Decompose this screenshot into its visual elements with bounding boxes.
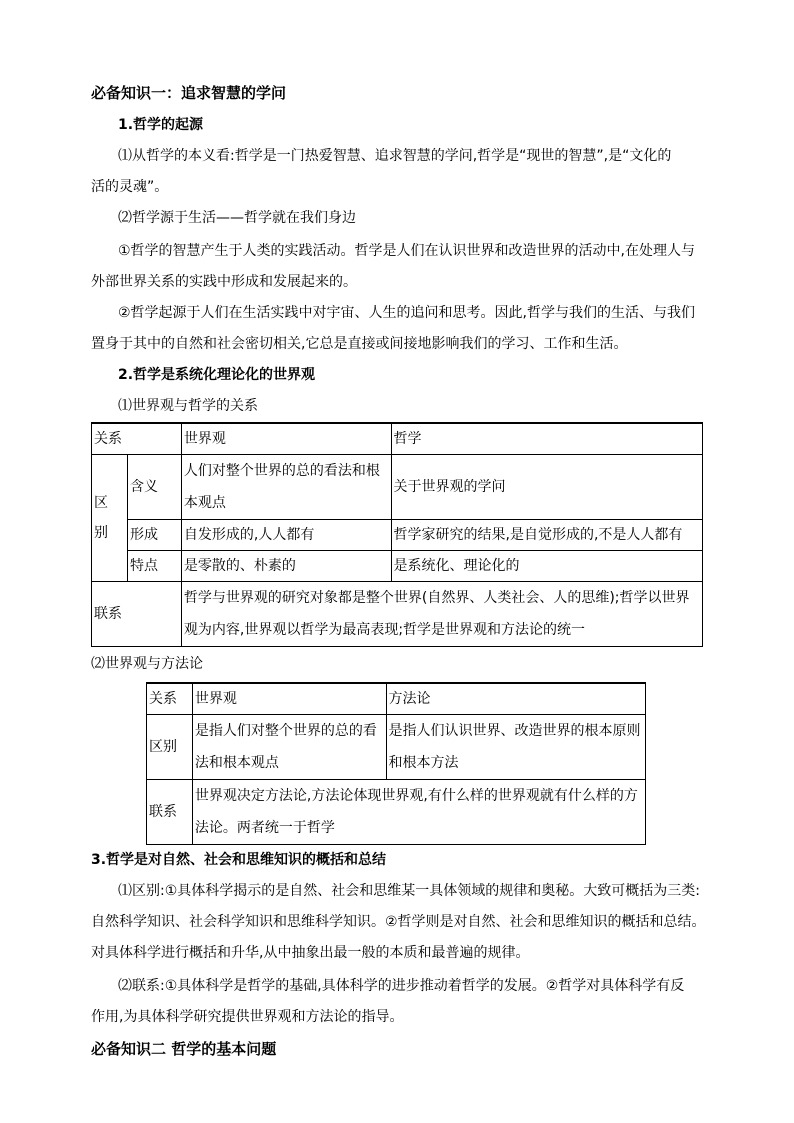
- table1-row-feature-philosophy: 是系统化、理论化的: [391, 551, 702, 582]
- paragraph-3-2a: ⑵联系:①具体科学是哲学的基础,具体科学的进步推动着哲学的发展。②哲学对具体科学有反: [118, 978, 685, 994]
- paragraph-1-4b: 置身于其中的自然和社会密切相关,它总是直接或间接地影响我们的学习、工作和生活。: [91, 336, 628, 352]
- section-1-title: 必备知识一：追求智慧的学问: [91, 84, 287, 102]
- table1-row-formation-worldview: 自发形成的,人人都有: [181, 520, 391, 551]
- worldview-philosophy-table: [91, 422, 703, 647]
- table1-row-formation-philosophy: 哲学家研究的结果,是自觉形成的,不是人人都有: [391, 520, 702, 551]
- table1-row-feature-label: 特点: [127, 551, 181, 582]
- table2-header-methodology: 方法论: [386, 683, 646, 715]
- table1-row-feature-worldview: 是零散的、朴素的: [181, 551, 391, 582]
- paragraph-1-3b: 外部世界关系的实践中形成和发展起来的。: [91, 274, 357, 290]
- heading-2: 2.哲学是系统化理论化的世界观: [118, 367, 316, 383]
- paragraph-3-1c: 对具体科学进行概括和升华,从中抽象出最一般的本质和最普遍的规律。: [91, 945, 530, 961]
- paragraph-1-2: ⑵哲学源于生活——哲学就在我们身边: [118, 210, 356, 226]
- section-2-title: 必备知识二 哲学的基本问题: [91, 1040, 277, 1058]
- table2-header-worldview: 世界观: [192, 683, 386, 715]
- table1-bie: 别: [94, 525, 108, 541]
- paragraph-1-1a: ⑴从哲学的本义看:哲学是一门热爱智慧、追求智慧的学问,哲学是“现世的智慧”,是“文化的: [118, 148, 672, 164]
- table1-row-meaning-label: 含义: [127, 455, 181, 520]
- paragraph-1-1b: 活的灵魂”。: [91, 179, 169, 195]
- paragraph-3-1a: ⑴区别:①具体科学揭示的是自然、社会和思维某一具体领域的规律和奥秘。大致可概括为三类:: [118, 883, 700, 899]
- paragraph-1-3a: ①哲学的智慧产生于人类的实践活动。哲学是人们在认识世界和改造世界的活动中,在处理人与: [118, 243, 695, 259]
- paragraph-1-4a: ②哲学起源于人们在生活实践中对宇宙、人生的追问和思考。因此,哲学与我们的生活、与我们: [118, 305, 695, 321]
- table1-header-worldview: 世界观: [181, 423, 391, 455]
- table2-connection-text: 世界观决定方法论,方法论体现世界观,有什么样的世界观就有什么样的方法论。两者统一于哲学: [192, 780, 645, 845]
- table2-row-difference-label: 区别: [147, 715, 193, 780]
- table2-row-difference-methodology: 是指人们认识世界、改造世界的根本原则和根本方法: [386, 715, 646, 780]
- table1-row-meaning-philosophy: 关于世界观的学问: [391, 455, 702, 520]
- table1-connection-label: 联系: [92, 582, 182, 647]
- paragraph-3-2b: 作用,为具体科学研究提供世界观和方法论的指导。: [91, 1009, 404, 1025]
- heading-3: 3.哲学是对自然、社会和思维知识的概括和总结: [91, 852, 387, 868]
- table1-difference-label: [92, 455, 128, 582]
- worldview-methodology-table: [146, 682, 646, 845]
- table1-connection-text: 哲学与世界观的研究对象都是整个世界(自然界、人类社会、人的思维);哲学以世界观为内容,世界观以哲学为最高表现;哲学是世界观和方法论的统一: [181, 582, 702, 647]
- table1-qu: 区: [94, 495, 108, 511]
- paragraph-2-2: ⑵世界观与方法论: [91, 656, 203, 672]
- table1-header-relation: 关系: [92, 423, 182, 455]
- table2-row-difference-worldview: 是指人们对整个世界的总的看法和根本观点: [192, 715, 386, 780]
- table2-header-relation: 关系: [147, 683, 193, 715]
- table1-row-formation-label: 形成: [127, 520, 181, 551]
- table1-header-philosophy: 哲学: [391, 423, 702, 455]
- paragraph-3-1b: 自然科学知识、社会科学知识和思维科学知识。②哲学则是对自然、社会和思维知识的概括和总结。: [91, 914, 706, 930]
- table1-row-meaning-worldview: 人们对整个世界的总的看法和根本观点: [181, 455, 391, 520]
- paragraph-2-1: ⑴世界观与哲学的关系: [118, 398, 258, 414]
- table2-connection-label: 联系: [147, 780, 193, 845]
- heading-1: 1.哲学的起源: [118, 117, 204, 133]
